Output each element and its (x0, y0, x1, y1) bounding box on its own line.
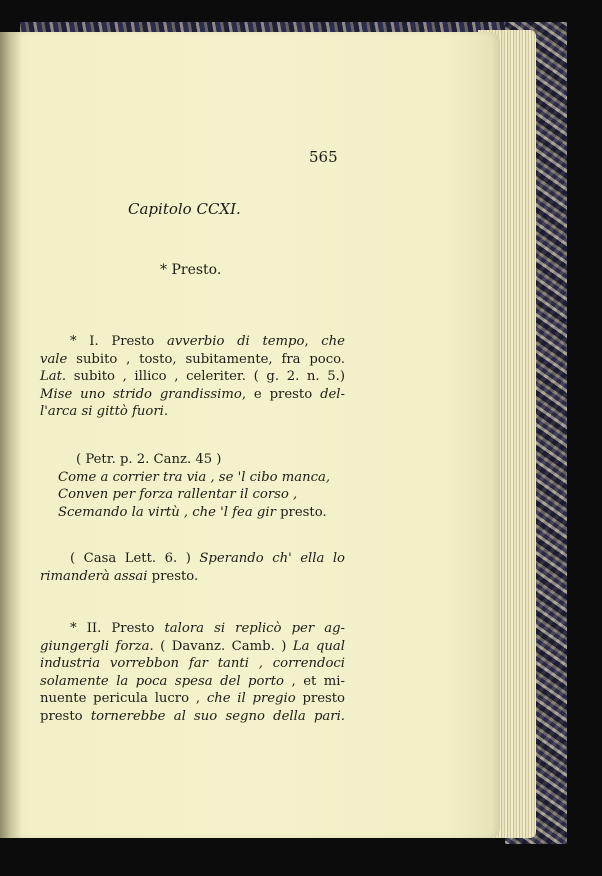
text-line: presto tornerebbe al suo segno della pari. (40, 708, 345, 724)
definition-paragraph (40, 333, 345, 421)
page-number: 565 (309, 148, 338, 166)
verse-line: Conven per forza rallentar il corso , (58, 487, 298, 502)
text-line: Mise uno strido grandissimo, e presto del- (40, 386, 345, 402)
quotation-casa (40, 550, 345, 585)
quotation-petrarca (58, 451, 345, 521)
text-line: ( Casa Lett. 6. ) Sperando ch' ella lo (70, 551, 345, 566)
text-line: industria vorrebbon far tanti , correndoci (40, 656, 345, 671)
text-line: solamente la poca spesa del porto , et mi- (40, 673, 345, 689)
second-definition-paragraph (40, 620, 345, 725)
text-line: Lat. subito , illico , celeriter. ( g. 2. n. 5.) (40, 369, 345, 384)
verse-line: Come a corrier tra via , se 'l cibo manca, (58, 469, 331, 485)
verse-line: Scemando la virtù , che 'l fea gir presto. (58, 504, 327, 520)
text-line: nuente pericula lucro , che il pregio presto (40, 691, 346, 706)
entry-title: * Presto. (160, 262, 222, 278)
page-gutter (0, 32, 22, 838)
text-line: * II. Presto talora si replicò per ag- (70, 621, 345, 636)
text-line: l'arca si gittò fuori. (40, 404, 169, 419)
text-line: giungergli forza. ( Davanz. Camb. ) La qual (40, 638, 346, 654)
text-line: rimanderà assai presto. (40, 568, 199, 584)
text-line: vale subito , tosto, subitamente, fra poco. (40, 351, 345, 367)
citation-line: ( Petr. p. 2. Canz. 45 ) (76, 452, 222, 467)
chapter-title: Capitolo CCXI. (128, 200, 241, 218)
text-line: * I. Presto avverbio di tempo, che (70, 334, 345, 349)
